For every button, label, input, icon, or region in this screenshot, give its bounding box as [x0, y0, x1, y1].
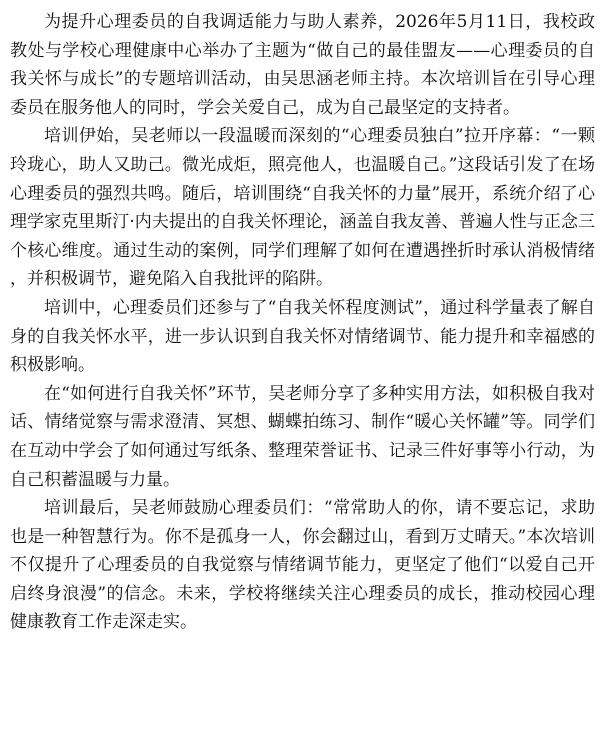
paragraph-opening: 培训伊始，吴老师以一段温暖而深刻的“心理委员独白”拉开序幕：“一颗玲珑心，助人又助己。微光成炬，照亮他人，也温暖自己。”这段话引发了在场心理委员的强烈共鸣。随后，培训围绕“自我关怀的力量”展开，系统介绍了心理学家克里斯汀·内夫提出的自我关怀理论，涵盖自我友善、普遍人性与正念三个核心维度。通过生动的案例，同学们理解了如何在遭遇挫折时承认消极情绪，并积极调节，避免陷入自我批评的陷阱。 — [10, 126, 595, 290]
paragraph-methods: 在“如何进行自我关怀”环节，吴老师分享了多种实用方法，如积极自我对话、情绪觉察与需求澄清、冥想、蝴蝶拍练习、制作“暖心关怀罐”等。同学们在互动中学会了如何通过写纸条、整理荣誉证书、记录三件好事等小行动，为自己积蓄温暖与力量。 — [10, 383, 595, 490]
paragraph-intro: 为提升心理委员的自我调适能力与助人素养，2026年5月11日，我校政教处与学校心理健康中心举办了主题为“做自己的最佳盟友——心理委员的自我关怀与成长”的专题培训活动，由吴思涵老师主持。本次培训旨在引导心理委员在服务他人的同时，学会关爱自己，成为自己最坚定的支持者。 — [10, 12, 595, 118]
paragraph-conclusion: 培训最后，吴老师鼓励心理委员们：“常常助人的你，请不要忘记，求助也是一种智慧行为。你不是孤身一人，你会翻过山，看到万丈晴天。”本次培训不仅提升了心理委员的自我觉察与情绪调节能力，更坚定了他们“以爱自己开启终身浪漫”的信念。未来，学校将继续关注心理委员的成长，推动校园心理健康教育工作走深走实。 — [10, 498, 595, 633]
paragraph-self-test: 培训中，心理委员们还参与了“自我关怀程度测试”，通过科学量表了解自身的自我关怀水平，进一步认识到自我关怀对情绪调节、能力提升和幸福感的积极影响。 — [10, 297, 595, 376]
